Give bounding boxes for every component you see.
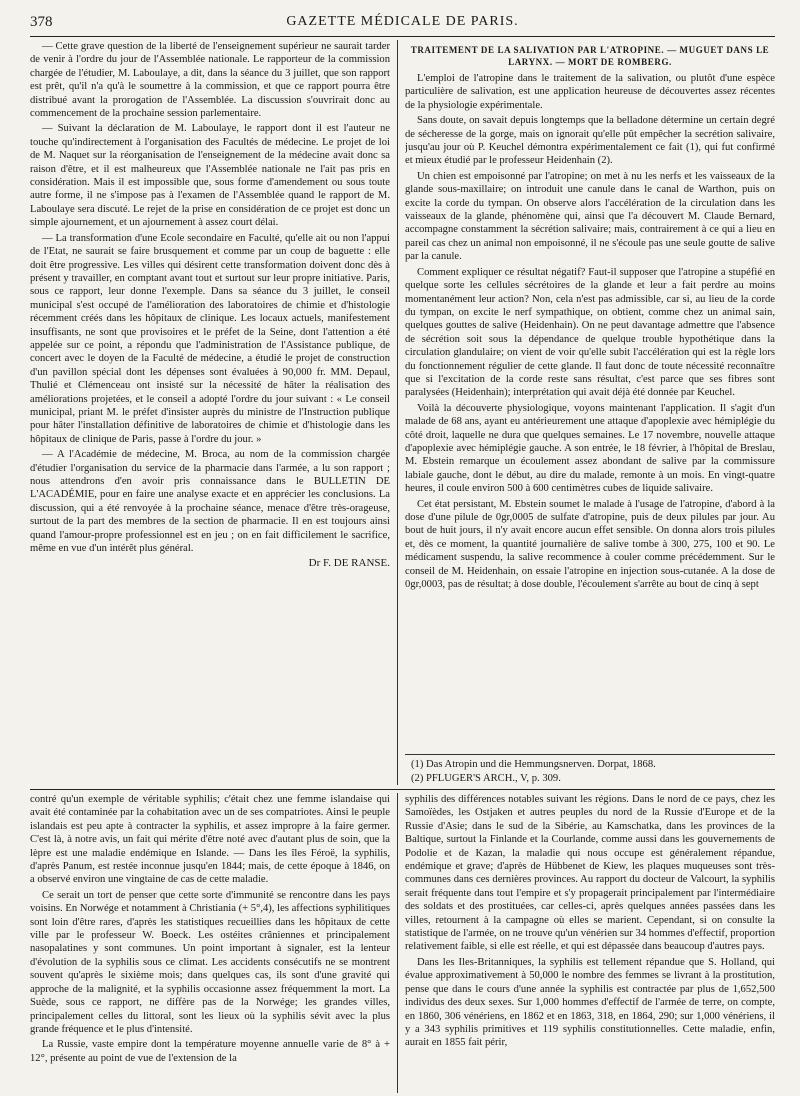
paragraph: contré qu'un exemple de véritable syphilis; c'était chez une femme islandaise qui avait été contaminée par la cohabitation avec un de ses compatriotes. Ainsi le peuple islandais est peu apte à contracter la syphilis, et assez impropre à la faire germer. C'est là, à notre avis, un fait qui mérite d'être noté avec d'autant plus de soin, que la lèpre est une maladie endémique en Islande. — Dans les îles Féroë, la syphilis, d'après Panum, est restée inconnue jusqu'en 1844; mais, de cette époque à 1846, on a observé environ une vingtaine de cas de cette maladie. [30, 794, 390, 886]
author-signature: Dr F. DE RANSE. [308, 557, 390, 570]
bottom-right-column [405, 793, 775, 1093]
footnote: (2) PFLUGER'S ARCH., V, p. 309. [411, 773, 561, 784]
section-divider [30, 789, 775, 790]
paragraph: Sans doute, on savait depuis longtemps que la belladone détermine un certain degré de sécheresse de la gorge, mais on ignorait qu'elle pût empêcher la secrétion salivaire, jusqu'au jour où P. Keuchel démontra expérimentalement ce fait (1), qui fut confirmé et mieux étudié par le professeur Heidenhain (2). [405, 115, 775, 167]
paragraph: syphilis des différences notables suivant les régions. Dans le nord de ce pays, chez les Samoïèdes, les Ostjaken et autres peuples du nord de la Russie d'Europe et de la Russie d'Asie; dans le sud de la Sibérie, au Kamschatka, dans les provinces de la Baltique, surtout la Finlande et la Courlande, comme aussi dans les gouvernements de Podolie et de Kazan, la maladie qui nous occupe est généralement répandue, endémique et grave; d'après de Hübbenet de Kiew, les plaques muqueuses sont très-communes dans ces dernières provinces. Au rapport du docteur de Valcourt, la syphilis serait fréquente dans tout l'empire et s'y propagerait principalement par l'intermédiaire des soldats et des prostituées, car celles-ci, après quelques années passées dans les villes, retournent à la campagne où elles se marient. Cependant, si on consulte la statistique de l'armée, on ne trouve qu'un vénérien sur 34 hommes d'effectif, proportion relativement faible, si elle est réelle, et qui est dépassée dans beaucoup d'autres pays. [405, 794, 775, 953]
column-divider-bottom [397, 793, 398, 1093]
page-header [30, 10, 775, 37]
paragraph: Comment expliquer ce résultat négatif? Faut-il supposer que l'atropine a stupéfié en quelque sorte les cellules sécrétoires de la glande et leur a fait perdre au moins momentanément leur action? Non, cela n'est pas admissible, car si, au lieu de la corde du tympan, on excite le nerf sympathique, on obtient, comme chez un animal sain, quelques gouttes de salive (Heidenhain). On ne peut davantage admettre que l'absence de sécrétion soit sous la dépendance de quelque trouble hypothétique dans la circulation glandulaire; on vient de voir qu'elle subit l'accélération qui est la règle lors du fonctionnement régulier de cette glande. Il faut donc de toute nécessité reconnaître que si l'excitation de la corde reste sans résultat, c'est parce que ses fibres sont paralysées (Heidenhain); interprétation qui avait déjà été donnée par Keuchel. [405, 266, 775, 399]
right-column [405, 44, 775, 750]
paragraph: Ce serait un tort de penser que cette sorte d'immunité se rencontre dans les pays voisins. En Norwége et notamment à Christiania (+ 5°,4), les affections syphilitiques sont loin d'être rares, d'après les statistiques recueillies dans les hôpitaux de cette ville par le professeur W. Boeck. Les ostéites crâniennes et principalement nasopalatines y sont communes. Un point important à signaler, est la lenteur d'évolution de la syphilis sous ce climat. Les accidents consécutifs ne se montrent souvent qu'après le sixième mois; dans quelques cas, ils sont d'une gravité qui approche de la malignité, et la syphilis occasionne assez fréquemment la mort. La Suède, sous ce rapport, ne diffère pas de la Norwége; les grandes villes, principalement celles du littoral, sont les lieux où la syphilis sévit avec la plus grande fréquence et le plus d'intensité. [30, 889, 390, 1035]
paragraph: L'emploi de l'atropine dans le traitement de la salivation, ou plutôt d'une espèce particulière de salivation, est une application heureuse de découvertes assez récentes de la physiologie expérimentale. [405, 73, 775, 111]
article-title: TRAITEMENT DE LA SALIVATION PAR L'ATROPINE. — MUGUET DANS LE LARYNX. — MORT DE ROMBERG. [410, 45, 770, 67]
footnote: (1) Das Atropin und die Hemmungsnerven. Dorpat, 1868. [411, 759, 656, 770]
running-title: GAZETTE MÉDICALE DE PARIS. [286, 14, 519, 29]
paragraph: Un chien est empoisonné par l'atropine; on met à nu les nerfs et les vaisseaux de la glande sous-maxillaire; on introduit une canule dans le canal de Warthon, puis on excite la corde du tympan. On observe alors l'accélération de la circulation dans les vaisseaux de la glande, phénomène qui, ainsi que l'a découvert M. Claude Bernard, accompagne constamment la sécrétion salivaire; mais, contrairement à ce qui a lieu en pareil cas chez un animal non empoisonné, il ne s'écoule pas une seule goutte de salive par la canule. [405, 170, 775, 263]
left-column [30, 40, 390, 752]
footnote-separator [405, 754, 775, 755]
paragraph: — A l'Académie de médecine, M. Broca, au nom de la commission chargée d'étudier l'organisation du service de la pharmacie dans l'armée, a lu son rapport ; nous attendrons d'en avoir pris connaissance dans le BULLETIN DE L'ACADÉMIE, pour en faire une analyse exacte et en apprécier les conclusions. La discussion, qui a été renvoyée à la prochaine séance, menace d'être très-orageuse, surtout de la part des membres de la section de pharmacie. Il en est toujours ainsi quand l'amour-propre professionnel est en jeu ; on en fait difficilement le sacrifice, même en vue d'un intérêt plus général. [30, 449, 390, 555]
paragraph: Voilà la découverte physiologique, voyons maintenant l'application. Il s'agit d'un malade de 68 ans, ayant eu antérieurement une attaque d'apoplexie avec hémiplégie du côté droit, laquelle ne dura que quelques semaines. Le 17 novembre, nouvelle attaque d'apoplexie avec hémiplégie gauche. A son entrée, le 18 février, à l'hôpital de Breslau, M. Ebstein remarque un écoulement assez abondant de salive par la commissure labiale gauche, dont le début, au dire du malade, remonte à un mois. En vingt-quatre heures, il coule environ 500 à 600 centimètres cubes de liquide salivaire. [405, 402, 775, 495]
paragraph: — Cette grave question de la liberté de l'enseignement supérieur ne saurait tarder de venir à l'ordre du jour de l'Assemblée nationale. Le rapporteur de la commission chargée de l'étudier, M. Laboulaye, a dit, dans la séance du 3 juillet, que son rapport est prêt, qu'il n'a qu'à le soumettre à la commission, et que ce rapport pourra être distribué avant la prorogation de l'Assemblée. La discussion s'ouvrirait donc au commencement de la prochaine session parlementaire. [30, 41, 390, 120]
column-divider [397, 40, 398, 785]
page-number: 378 [30, 14, 53, 30]
paragraph: — La transformation d'une Ecole secondaire en Faculté, qu'elle ait ou non l'appui de l'Etat, ne saurait se faire brusquement et comme par un coup de baguette : elle doit être progressive. Les villes qui désirent cette transformation doivent donc dès à présent y travailler, en comptant avant tout et surtout sur leur propre initiative. Paris, sous ce rapport, leur donne l'exemple. Dans sa séance du 3 juillet, le conseil municipal s'est occupé de l'amélioration des laboratoires de chimie et d'histologie récemment créés dans les hôpitaux de clinique. Les locaux actuels, manifestement insuffisants, ne sont que provisoires et le préfet de la Seine, dont l'attention a été appelée sur ce point, a répondu que l'administration de l'Assistance publique, de concert avec le doyen de la Faculté de médecine, a étudié le projet de construction d'un pavillon spécial dont les dépenses sont évaluées à 90,000 fr. MM. Depaul, Thulié et Clémenceau ont insisté sur la nécessité de hâter la réalisation des améliorations projetées, et le conseil a adopté l'ordre du jour suivant : « Le conseil municipal, priant M. le préfet d'insister auprès du ministre de l'Instruction publique pour hâter l'installation définitive de laboratoires de chimie et d'histologie dans les hôpitaux de clinique de Paris, passe à l'ordre du jour. » [30, 232, 390, 445]
paragraph: — Suivant la déclaration de M. Laboulaye, le rapport dont il est l'auteur ne touche qu'indirectement à l'organisation des Facultés de médecine. Le projet de loi de M. Naquet sur la réorganisation de l'enseignement de la médecine avait donc sa raison d'être, et il est malheureux que l'Assemblée nationale ne l'ait pas pris en considération. Mais il est impossible que, sous forme d'amendement ou sous toute autre forme, il ne s'impose pas à l'examen de l'Assemblée quand le rapport de M. Laboulaye sera discuté. Le rejet de la prise en considération de ce projet est donc un simple ajournement, et un ajournement à assez court délai. [30, 123, 390, 229]
bottom-left-column [30, 793, 390, 1093]
paragraph: La Russie, vaste empire dont la température moyenne annuelle varie de 8° à + 12°, présente au point de vue de l'extension de la [30, 1039, 390, 1064]
footnotes [405, 758, 775, 788]
paragraph: Cet état persistant, M. Ebstein soumet le malade à l'usage de l'atropine, d'abord à la dose d'une pilule de 0gr,0005 de sulfate d'atropine, puis de deux pilules par jour. Au bout de huit jours, il n'y avait encore aucun effet sensible. On donna alors trois pilules et, dès ce moment, la quantité journalière de salive tombe à 300, 275, 100 et 90. Le médicament suspendu, la salive recommence à couler comme précédemment. Sur le conseil de M. Heidenhain, on essaie l'atropine en injection sous-cutanée. A la dose de 0gr,0003, pas de résultat; à dose double, l'écoulement s'arrête au bout de cinq à sept [405, 498, 775, 591]
paragraph: Dans les Iles-Britanniques, la syphilis est tellement répandue que S. Holland, qui évalue approximativement à 50,000 le nombre des femmes se livrant à la prostitution, pense que dans le cours d'une année la syphilis est contractée par plus de 1,652,500 individus des deux sexes. Sur 1,000 hommes d'effectif de l'armée de terre, on compte, en 1860, 306 vénériens, en 1862 et en 1863, 318, en 1864, 290; sur 1,000 vénériens, il y a 343 syphilis primitives et 119 syphilis constitutionnelles. Cette maladie, enfin, aurait en 1855 fait périr, [405, 956, 775, 1049]
